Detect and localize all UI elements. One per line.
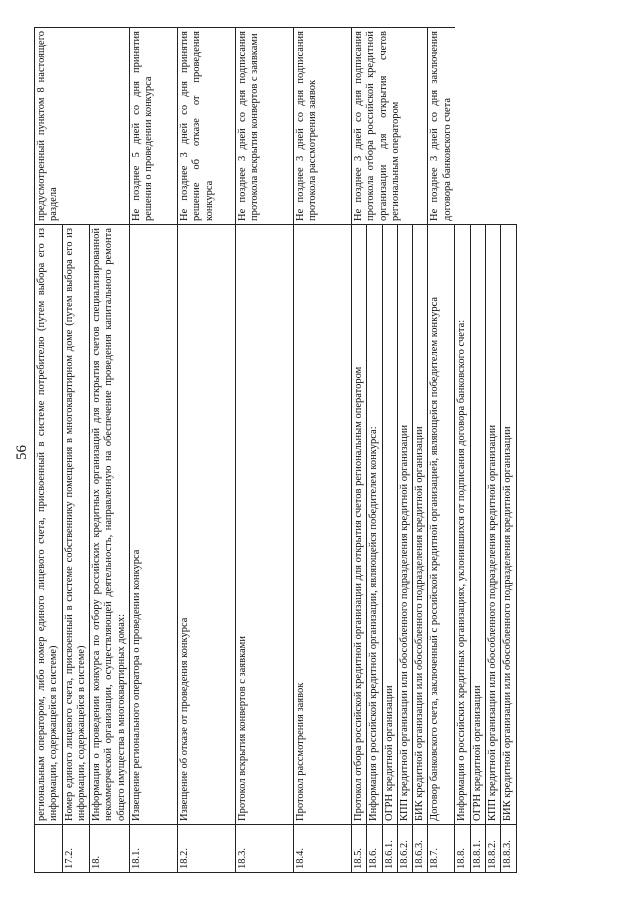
row-name: БИК кредитной организации или обособленного подразделения кредитной организации <box>501 225 516 825</box>
row-name: КПП кредитной организации или обособленного подразделения кредитной организации <box>397 225 412 825</box>
table-row <box>35 28 63 873</box>
row-name: ОГРН кредитной организации <box>382 225 397 825</box>
row-name: Протокол вскрытия конвертов с заявками <box>235 225 293 825</box>
row-number: 18. <box>90 825 130 873</box>
row-name: Информация о проведении конкурса по отбору российских кредитных организаций для открытия счетов специализированной некоммерческой организации, осуществляющей деятельность, направленную на обеспечение проведения капитального ремонта общего имущества в многоквартирных домах: <box>90 225 130 825</box>
row-number: 18.1. <box>129 825 177 873</box>
row-name: КПП кредитной организации или обособленного подразделения кредитной организации <box>486 225 501 825</box>
row-number: 18.2. <box>177 825 235 873</box>
row-number: 18.8.2. <box>486 825 501 873</box>
row-name: Протокол рассмотрения заявок <box>293 225 351 825</box>
table-row <box>235 28 293 873</box>
table-row <box>293 28 351 873</box>
table-row <box>129 28 177 873</box>
row-name: Протокол отбора российской кредитной организации для открытия счетов региональным оператором <box>351 225 366 825</box>
row-number: 18.8. <box>455 825 470 873</box>
row-number: 18.5. <box>351 825 366 873</box>
row-name: Информация о российской кредитной организации, являющейся победителем конкурса: <box>367 225 382 825</box>
row-name: БИК кредитной организации или обособленного подразделения кредитной организации <box>413 225 428 825</box>
row-due: Не позднее 3 дней со дня подписания протокола отбора российской кредитной организации для открытия счетов региональным оператором <box>351 28 427 225</box>
row-name: Номер единого лицевого счета, присвоенный в системе собственнику помещения в многоквартирном доме (путем выбора его из информации, содержащейся в системе) <box>62 225 90 825</box>
row-name: ОГРН кредитной организации <box>470 225 485 825</box>
row-name: Извещение регионального оператора о проведении конкурса <box>129 225 177 825</box>
row-number: 18.3. <box>235 825 293 873</box>
table-row <box>351 28 366 873</box>
row-due: Не позднее 3 дней со дня подписания протокола рассмотрения заявок <box>293 28 351 225</box>
row-number: 18.6.3. <box>413 825 428 873</box>
row-name: Информация о российских кредитных организациях, уклонившихся от подписания договора банковского счета: <box>455 225 470 825</box>
table-row <box>455 28 470 873</box>
table-row <box>177 28 235 873</box>
row-name: Договор банковского счета, заключенный с российской кредитной организацией, являющейся победителем конкурса <box>428 225 455 825</box>
row-number: 18.8.1. <box>470 825 485 873</box>
page-number: 56 <box>14 445 30 460</box>
row-due: Не позднее 5 дней со дня принятия решения о проведении конкурса <box>129 28 177 225</box>
row-number: 18.4. <box>293 825 351 873</box>
row-due: предусмотренный пунктом 8 настоящего раздела <box>35 28 130 225</box>
row-name: региональным оператором, либо номер единого лицевого счета, присвоенный в системе потребителю (путем выбора его из информации, содержащейся в системе) <box>35 225 63 825</box>
row-name: Извещение об отказе от проведения конкурса <box>177 225 235 825</box>
row-number: 18.8.3. <box>501 825 516 873</box>
row-due: Не позднее 3 дней со дня заключения договора банковского счета <box>428 28 455 225</box>
row-due: Не позднее 3 дней со дня подписания протокола вскрытия конвертов с заявками <box>235 28 293 225</box>
row-number: 18.6.1. <box>382 825 397 873</box>
row-number: 17.2. <box>62 825 90 873</box>
row-number: 18.7. <box>428 825 455 873</box>
row-number: 18.6. <box>367 825 382 873</box>
row-due <box>455 28 516 225</box>
table-row <box>428 28 455 873</box>
requirements-table <box>34 27 517 873</box>
row-number: 18.6.2. <box>397 825 412 873</box>
row-number <box>35 825 63 873</box>
row-due: Не позднее 3 дней со дня принятия решение об отказе от проведения конкурса <box>177 28 235 225</box>
